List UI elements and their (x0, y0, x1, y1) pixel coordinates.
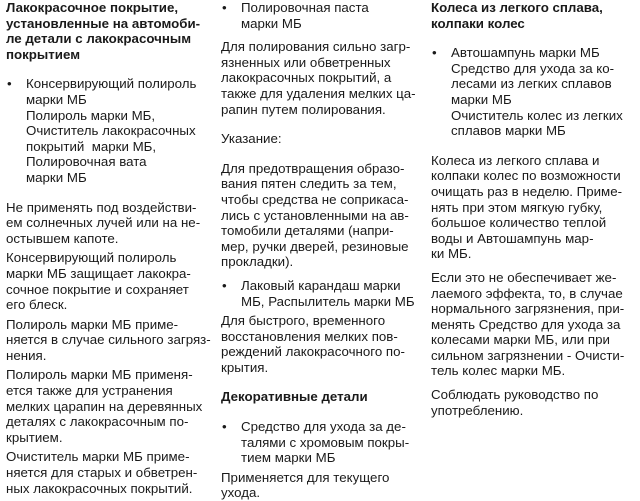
section-heading-decorative: Декоративные детали (221, 389, 368, 405)
paragraph-polish-scratches: Полироль марки МБ применя- ется также для устранения мелких царапин на деревянных деталях с лакокрасочным по- крытием. (6, 367, 203, 445)
column-alloy-wheels (431, 0, 634, 418)
bullet-marker: • (222, 0, 227, 15)
paragraph-preserving-polish: Консервирующий полироль марки МБ защищает лакокра- сочное покрытие и сохраняет его блеск. (6, 250, 191, 313)
paragraph-cleaner-weathered: Очиститель марки МБ приме- няется для старых и обветрен- ных лакокрасочных покрытий. (6, 449, 198, 496)
paragraph-sun-warning: Не применять под воздействи- ем солнечных лучей или на не- остывшем капоте. (6, 199, 201, 246)
bullet-polishing-paste (221, 0, 416, 31)
bullet-product-list (6, 76, 207, 185)
bullet-marker: • (432, 45, 437, 61)
column-paint-care (6, 0, 211, 496)
paragraph-polishing-use: Для полирования сильно загр- язненных или обветренных лакокрасочных покрытий, а также для удаления мелких ца- рапин путем полирования. (221, 39, 416, 117)
section-heading-paintwork: Лакокрасочное покрытие, установленные на автомоби- ле детали с лакокрасочным покрытием (6, 0, 201, 62)
bullet-text: Лаковый карандаш марки МБ, Распылитель марки МБ (241, 277, 415, 309)
paragraph-follow-instructions: Соблюдать руководство по употреблению. (431, 387, 599, 418)
paragraph-weekly-cleaning: Колеса из легкого сплава и колпаки колес по возможности очищать раз в неделю. Приме- нять при этом мягкую губку, большое количество теплой воды и Автошампунь мар- ки МБ. (431, 152, 623, 262)
paragraph-stain-prevention: Для предотвращения образо- вания пятен следить за тем, чтобы средства не соприкаса- лись с установленными на ав- томобили деталями (напри- мер, ручки дверей, резиновые прокладки). (221, 160, 409, 270)
bullet-text: Автошампунь марки МБ Средство для ухода за ко- лесами из легких сплавов марки МБ Очиститель колес из легких сплавов марки МБ (451, 45, 623, 139)
bullet-marker: • (7, 76, 12, 92)
paragraph-heavy-dirt: Если это не обеспечивает же- лаемого эффекта, то, в случае нормального загрязнения, при- менять Средство для ухода за колесами марки МБ, или при сильном загрязнении - Очисти- тель колес марки МБ. (431, 269, 625, 379)
bullet-chrome-care (221, 419, 416, 466)
bullet-wheel-products (431, 45, 634, 139)
paragraph-quick-repair: Для быстрого, временного восстановления мелких пов- реждений лакокрасочного по- крытия. (221, 313, 405, 375)
paragraph-regular-care: Применяется для текущего ухода. (221, 469, 390, 501)
section-heading-wheels: Колеса из легкого сплава, колпаки колес (431, 0, 603, 31)
bullet-marker: • (222, 419, 227, 435)
bullet-marker: • (222, 277, 227, 293)
bullet-touchup-pencil (221, 278, 416, 309)
column-polishing (221, 0, 416, 501)
bullet-text: Средство для ухода за де- талями с хромовым покры- тием марки МБ (241, 419, 410, 466)
bullet-text: Консервирующий полироль марки МБ Полироль марки МБ, Очиститель лакокрасочных покрытий марки МБ, Полировочная вата марки МБ (26, 76, 197, 185)
paragraph-polish-heavy-dirt: Полироль марки МБ приме- няется в случае сильного загряз- нения. (6, 316, 211, 363)
bullet-text: Полировочная паста марки МБ (241, 0, 369, 31)
note-label: Указание: (221, 131, 282, 147)
